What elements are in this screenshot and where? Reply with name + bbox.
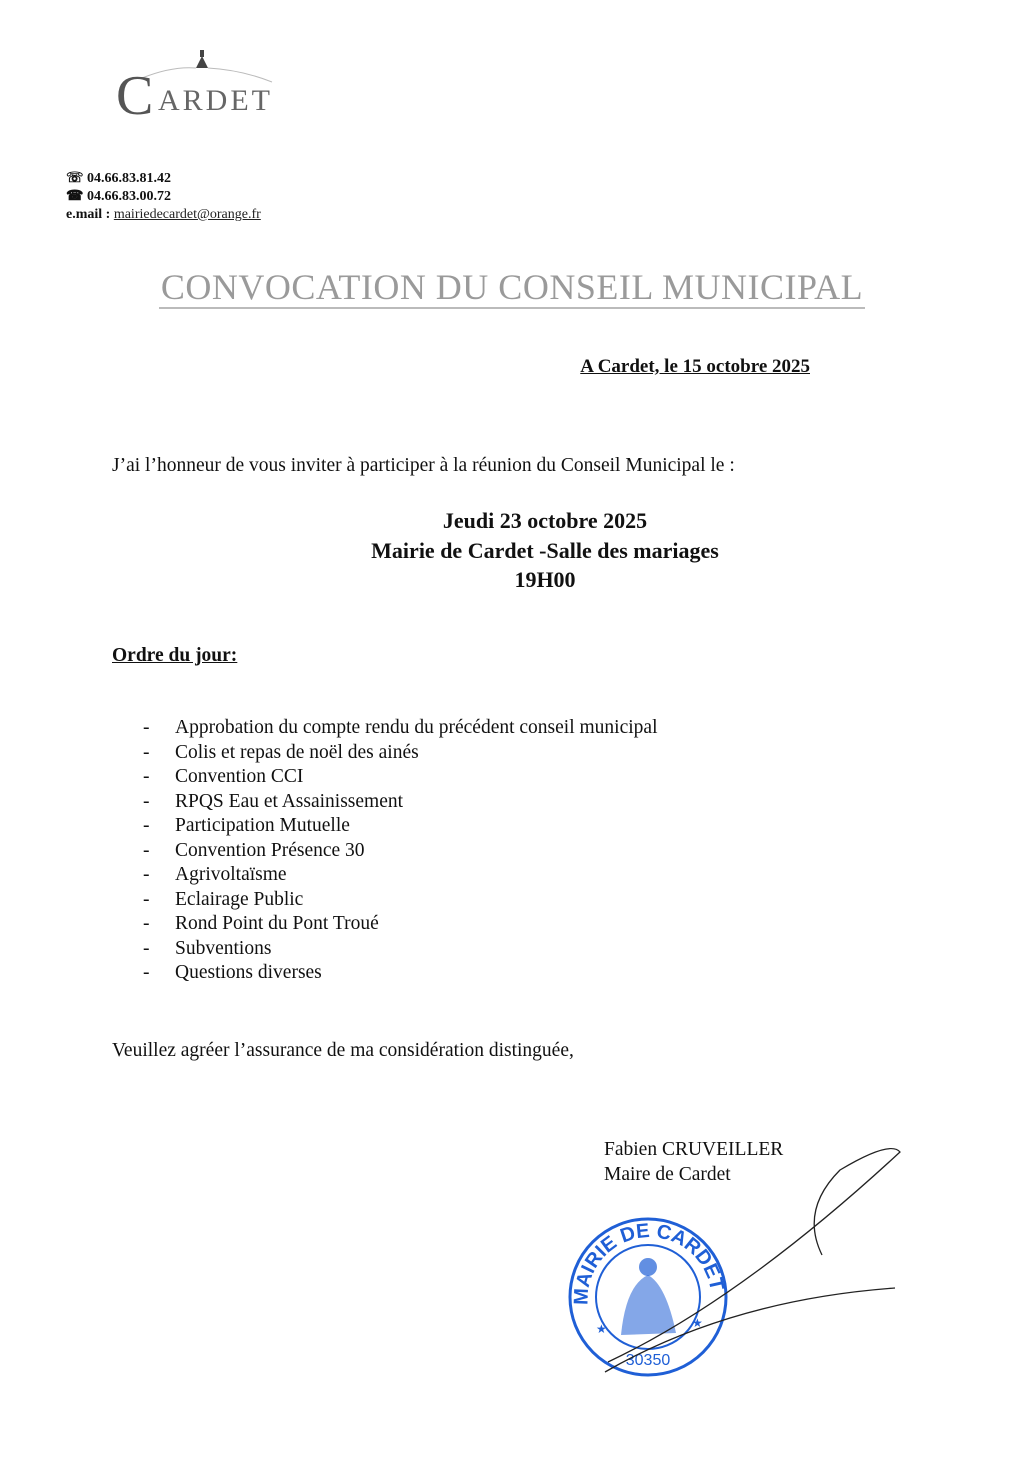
- agenda-item-text: Convention CCI: [175, 766, 304, 787]
- svg-text:C: C: [116, 65, 154, 127]
- signatory-name: Fabien CRUVEILLER: [604, 1139, 784, 1160]
- meeting-place: Mairie de Cardet -Salle des mariages: [371, 538, 719, 563]
- svg-text:ARDET: ARDET: [158, 84, 273, 117]
- agenda-item: [143, 888, 657, 913]
- agenda-item: [143, 814, 657, 839]
- bullet-dash: -: [143, 962, 150, 983]
- agenda-item-text: Participation Mutuelle: [175, 815, 350, 836]
- closing-text: Veuillez agréer l’assurance de ma considération distinguée,: [112, 1040, 574, 1061]
- meeting-date: Jeudi 23 octobre 2025: [442, 508, 648, 533]
- agenda-item: [143, 863, 657, 888]
- svg-text:MAIRIE DE CARDET: MAIRIE DE CARDET: [570, 1219, 728, 1306]
- agenda-item: [143, 790, 657, 815]
- svg-text:★: ★: [692, 1316, 703, 1330]
- document-title: CONVOCATION DU CONSEIL MUNICIPAL: [160, 267, 864, 307]
- agenda-item: [143, 839, 657, 864]
- bullet-dash: -: [143, 766, 150, 787]
- email-line: e.mail : mairiedecardet@orange.fr: [66, 207, 261, 222]
- agenda-item: [143, 937, 657, 962]
- meeting-time: 19H00: [514, 567, 576, 592]
- agenda-item-text: Approbation du compte rendu du précédent conseil municipal: [175, 717, 658, 738]
- svg-text:30350: 30350: [625, 1352, 671, 1369]
- cardet-logo: [112, 48, 282, 128]
- signatory-role: Maire de Cardet: [604, 1164, 731, 1185]
- bullet-dash: -: [143, 839, 150, 861]
- bullet-dash: -: [143, 888, 150, 910]
- agenda-item-text: Colis et repas de noël des ainés: [175, 741, 419, 763]
- phone-icon: ☏: [66, 171, 88, 186]
- bullet-dash: -: [143, 864, 150, 885]
- bullet-dash: -: [143, 937, 150, 959]
- email-link[interactable]: mairiedecardet@orange.fr: [113, 207, 261, 222]
- agenda-item-text: Agrivoltaïsme: [175, 864, 287, 885]
- agenda-item-text: Convention Présence 30: [175, 839, 365, 861]
- agenda-item: [143, 716, 657, 741]
- agenda-item-text: RPQS Eau et Assainissement: [175, 790, 404, 812]
- phone-line: ☏ 04.66.83.81.42: [66, 171, 172, 186]
- agenda-item-text: Subventions: [175, 937, 272, 959]
- svg-text:★: ★: [596, 1322, 607, 1336]
- agenda-item-text: Eclairage Public: [175, 888, 304, 910]
- date-line: A Cardet, le 15 octobre 2025: [580, 356, 810, 377]
- agenda-item: [143, 741, 657, 766]
- bullet-dash: -: [143, 741, 150, 763]
- bullet-dash: -: [143, 815, 150, 836]
- agenda-item: [143, 765, 657, 790]
- bullet-dash: -: [143, 717, 150, 738]
- agenda-heading: Ordre du jour:: [112, 645, 238, 666]
- agenda-list: [143, 716, 657, 986]
- agenda-item: [143, 961, 657, 986]
- agenda-item-text: Questions diverses: [175, 962, 322, 983]
- handwritten-signature: [590, 1140, 910, 1380]
- agenda-item-text: Rond Point du Pont Troué: [175, 913, 379, 934]
- agenda-item: [143, 912, 657, 937]
- bullet-dash: -: [143, 790, 150, 812]
- fax-line: ☎ 04.66.83.00.72: [66, 189, 171, 204]
- bullet-dash: -: [143, 913, 150, 934]
- intro-text: J’ai l’honneur de vous inviter à participer à la réunion du Conseil Municipal le :: [112, 455, 735, 476]
- fax-icon: ☎: [66, 189, 87, 204]
